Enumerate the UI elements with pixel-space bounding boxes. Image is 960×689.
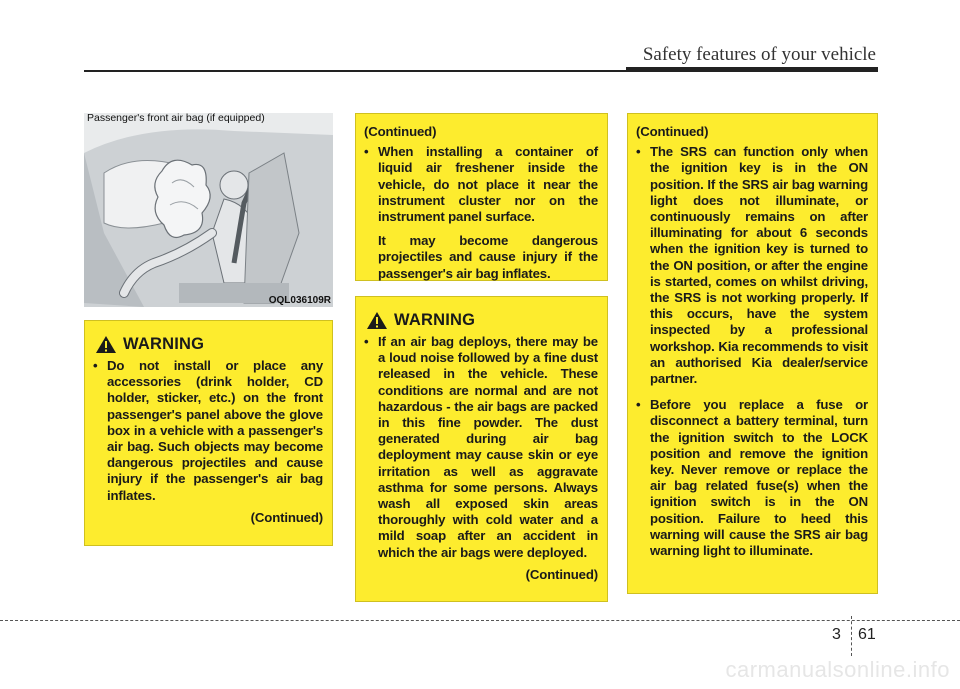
warning-header	[366, 311, 598, 330]
srs-bullet-ignition: • The SRS can function only when the ignition key is in the ON position. If the SRS air bag warning light does not illuminate, or continuously remains on after illuminating for about 6 seconds when the ignition key is turned to the ON position, or after the engine is started, comes on whilst driving, the SRS is not working properly. If this occurs, have the system inspected by a professional workshop. Kia recommends to visit an authorised Kia dealer/service partner.	[636, 144, 868, 387]
warning-box-srs	[627, 113, 878, 594]
watermark: carmanualsonline.info	[725, 657, 950, 682]
srs-bullet-fuse: • Before you replace a fuse or disconnect a battery terminal, turn the ignition switch to the LOCK position and remove the ignition key. Never remove or replace the air bag related fuse(s) when the ignition switch is in the ON position. Failure to heed this warning will cause the SRS air bag warning light to illuminate.	[636, 397, 868, 559]
notice-paragraph: It may become dangerous projectiles and cause injury if the passenger's air bag inflates.	[378, 233, 598, 281]
warning-triangle-icon	[95, 335, 117, 354]
header-title: Safety features of your vehicle	[642, 44, 876, 65]
warning-box-deployment	[355, 296, 608, 602]
notice-box-air-freshener	[355, 113, 608, 281]
footer-rule	[0, 620, 960, 621]
airbag-illustration	[84, 113, 333, 307]
section-number: 3	[832, 626, 841, 643]
airbag-deployment-drawing	[84, 113, 333, 307]
header-rule-accent	[626, 67, 878, 72]
continued-label: (Continued)	[250, 509, 323, 525]
warning-bullet: • Do not install or place any accessories (drink holder, CD holder, sticker, etc.) on the front passenger's panel above the glove box in a vehicle with a passenger's air bag. Such objects may become dangerous projectiles and cause injury if the passenger's air bag inflates.	[93, 358, 323, 504]
warning-bullet: • If an air bag deploys, there may be a loud noise followed by a fine dust released in the vehicle. These conditions are normal and are not hazardous - the air bags are packed in this fine powder. The dust generated during air bag deployment may cause skin or eye irritation as well as aggravate asthma for some persons. Always wash all exposed skin areas thoroughly with cold water and a mild soap after an accident in which the air bags were deployed.	[364, 334, 598, 561]
warning-triangle-icon	[366, 311, 388, 330]
continued-label: (Continued)	[636, 124, 709, 139]
warning-header	[95, 335, 323, 354]
figure-code: OQL036109R	[268, 295, 331, 306]
continued-label: (Continued)	[525, 566, 598, 582]
page-number: 61	[858, 626, 876, 643]
continued-label: (Continued)	[364, 124, 437, 139]
warning-box-accessories	[84, 320, 333, 546]
page-divider	[851, 616, 852, 656]
warning-title: WARNING	[394, 311, 476, 330]
notice-bullet: • When installing a container of liquid air freshener inside the vehicle, do not place it near the instrument cluster nor on the instrument panel surface.	[364, 144, 598, 225]
figure-caption: Passenger's front air bag (if equipped)	[87, 112, 265, 124]
warning-title: WARNING	[123, 335, 205, 354]
